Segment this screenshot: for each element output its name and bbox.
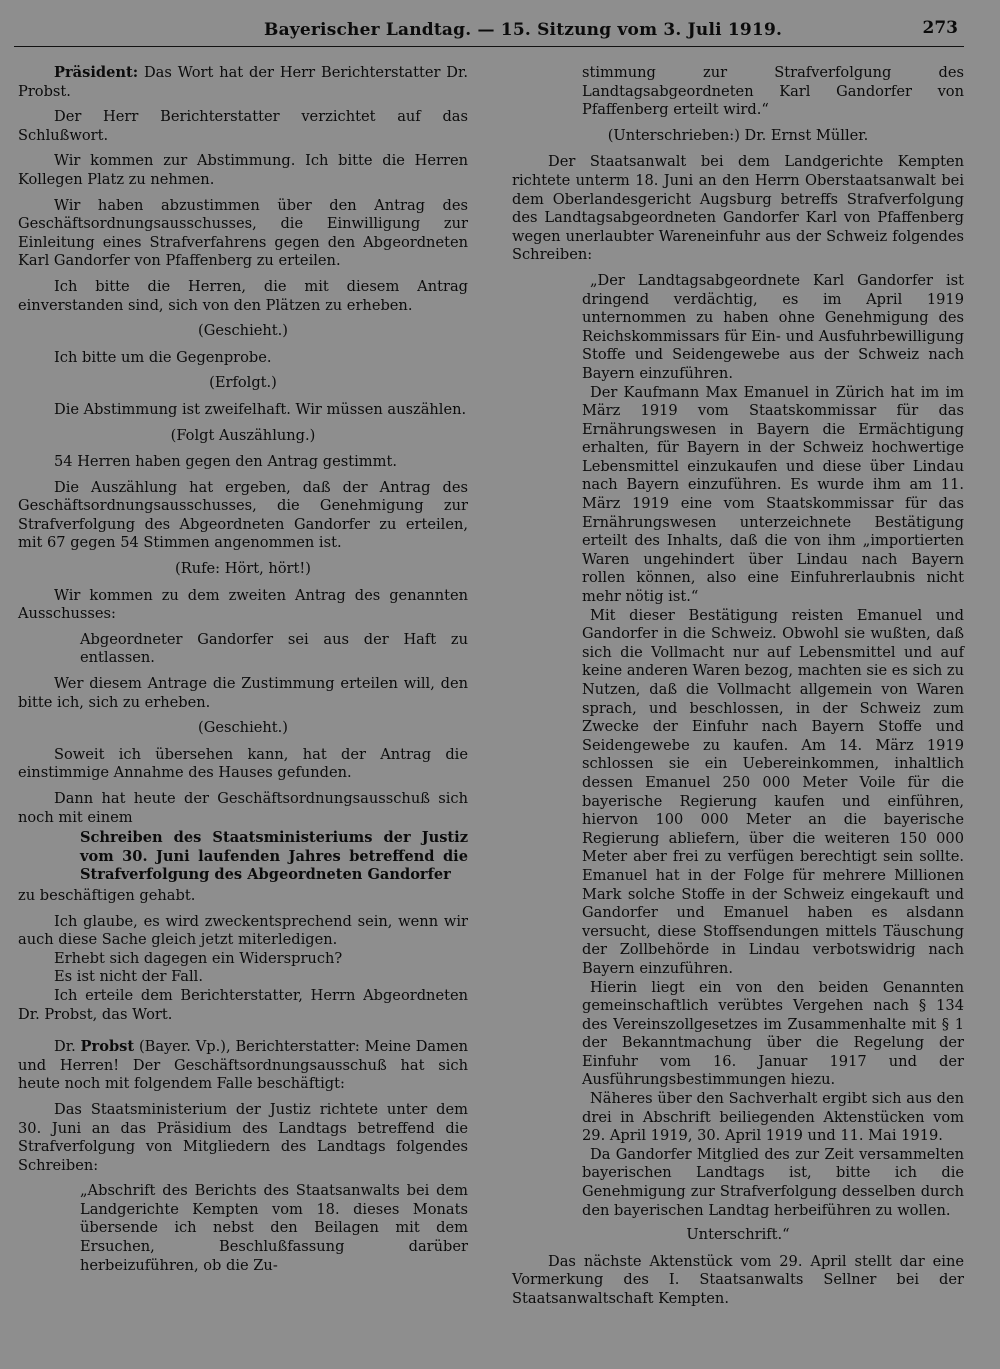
quoted-letter: stimmung zur Strafverfolgung des Landtagsabgeordneten Karl Gandorfer von Pfaffenberg erteilt wird.“	[582, 64, 964, 119]
paragraph: Dann hat heute der Geschäftsordnungsausschuß sich noch mit einem	[18, 790, 468, 826]
stage-direction: (Rufe: Hört, hört!)	[175, 560, 311, 578]
stage-direction: (Geschieht.)	[198, 719, 288, 737]
quoted-report: Hierin liegt ein von den beiden Genannten gemeinschaftlich verübtes Vergehen nach § 134 des Vereinszollgesetzes im Zusammenhalte mit § 1 der Bekanntmachung über die Regelung der Einfuhr vom 16. Januar 1917 und der Ausführungsbestimmungen hiezu.	[582, 978, 964, 1089]
paragraph: Wir kommen zur Abstimmung. Ich bitte die Herren Kollegen Platz zu nehmen.	[18, 152, 468, 188]
speaker-text: Das Wort hat der Herr Berichterstatter Dr. Probst.	[18, 64, 468, 100]
paragraph: Die Abstimmung ist zweifelhaft. Wir müssen auszählen.	[54, 400, 467, 418]
paragraph: Ich glaube, es wird zweckentsprechend sein, wenn wir auch diese Sache gleich jetzt miterledigen.	[18, 912, 468, 949]
paragraph: Das nächste Aktenstück vom 29. April stellt dar eine Vormerkung des I. Staatsanwalts Sellner bei der Staatsanwaltschaft Kempten.	[512, 1252, 964, 1307]
paragraph	[18, 64, 468, 101]
paragraph: Das Staatsministerium der Justiz richtete unter dem 30. Juni an das Präsidium des Landtags betreffend die Strafverfolgung von Mitgliedern des Landtags folgendes Schreiben:	[18, 1100, 468, 1174]
signature: (Unterschrieben:) Dr. Ernst Müller.	[607, 126, 869, 144]
paragraph: Die Auszählung hat ergeben, daß der Antrag des Geschäftsordnungsausschusses, die Genehmigung zur Strafverfolgung des Abgeordneten Gandorfer zu erteilen, mit 67 gegen 54 Stimmen angenommen ist.	[18, 478, 468, 552]
paragraph: Ich bitte um die Gegenprobe.	[54, 348, 272, 366]
paragraph: Es ist nicht der Fall.	[54, 968, 203, 986]
paragraph: Der Herr Berichterstatter verzichtet auf das Schlußwort.	[18, 108, 468, 144]
page-number: 273	[922, 18, 958, 38]
signature: Unterschrift.“	[686, 1226, 790, 1244]
stage-direction: (Folgt Auszählung.)	[170, 426, 316, 444]
paragraph: Erhebt sich dagegen ein Widerspruch?	[54, 949, 343, 967]
paragraph: Der Staatsanwalt bei dem Landgerichte Kempten richtete unterm 18. Juni an den Herrn Oberstaatsanwalt bei dem Oberlandesgericht Augsburg betreffs Strafverfolgung des Landtagsabgeordneten Gandorfer Karl von Pfaffenberg wegen unerlaubter Wareneinfuhr aus der Schweiz folgendes Schreiben:	[512, 153, 964, 264]
quoted-letter: „Abschrift des Berichts des Staatsanwalts bei dem Landgerichte Kempten vom 18. dieses Monats übersende ich nebst den Beilagen mit dem Ersuchen, Beschlußfassung darüber herbeizuführen, ob die Zu-	[80, 1182, 468, 1274]
speaker-text: (Bayer. Vp.), Berichterstatter: Meine Damen und Herren! Der Geschäftsordnungsausschuß hat sich heute noch mit folgendem Falle beschäftigt:	[18, 1038, 469, 1093]
quoted-report: „Der Landtagsabgeordnete Karl Gandorfer ist dringend verdächtig, es im April 1919 unternommen zu haben ohne Genehmigung des Reichskommissars für Ein- und Ausfuhrbewilligung Stoffe und Seidengewebe aus der Schweiz nach Bayern einzuführen.	[582, 271, 964, 382]
quoted-report: Näheres über den Sachverhalt ergibt sich aus den drei in Abschrift beiliegenden Aktenstücken vom 29. April 1919, 30. April 1919 und 11. Mai 1919.	[582, 1090, 964, 1145]
stage-direction: (Geschieht.)	[198, 322, 288, 340]
paragraph	[18, 1038, 468, 1094]
quoted-report: Da Gandorfer Mitglied des zur Zeit versammelten bayerischen Landtags ist, bitte ich die Genehmigung zur Strafverfolgung desselben durch den bayerischen Landtag herbeiführen zu wollen.	[582, 1145, 964, 1219]
paragraph: Wir haben abzustimmen über den Antrag des Geschäftsordnungsausschusses, die Einwilligung zur Einleitung eines Strafverfahrens gegen den Abgeordneten Karl Gandorfer von Pfaffenberg zu erteilen.	[18, 196, 468, 270]
header-title: Bayerischer Landtag. — 15. Sitzung vom 3. Juli 1919.	[264, 20, 783, 40]
quoted-report: Mit dieser Bestätigung reisten Emanuel und Gandorfer in die Schweiz. Obwohl sie wußten, daß sich die Vollmacht nur auf Lebensmittel und auf keine anderen Waren bezog, machten sie es sich zu Nutzen, daß die Vollmacht allgemein von Waren sprach, und beschlossen, in der Schweiz zum Zwecke der Einfuhr nach Bayern Stoffe und Seidengewebe zu kaufen. Am 14. März 1919 schlossen sie ein Uebereinkommen, inhaltlich dessen Emanuel 250 000 Meter Voile für die bayerische Regierung kaufen und einführen, hiervon 100 000 Meter an die bayerische Regierung abliefern, über die weiteren 150 000 Meter aber frei zu verfügen berechtigt sein sollte. Emanuel hat in der Folge für mehrere Millionen Mark solche Stoffe in der Schweiz eingekauft und Gandorfer und Emanuel haben es alsdann versucht, diese Stoffsendungen mittels Täuschung der Zollbehörde in Lindau verbotswidrig nach Bayern einzuführen.	[582, 606, 965, 977]
paragraph: Ich erteile dem Berichterstatter, Herrn Abgeordneten Dr. Probst, das Wort.	[18, 986, 468, 1023]
left-column	[18, 64, 468, 1282]
speaker-title: Dr.	[54, 1038, 76, 1056]
speaker-name: Präsident:	[54, 64, 139, 81]
speaker-name: Probst	[80, 1038, 135, 1056]
paragraph: zu beschäftigen gehabt.	[18, 886, 196, 904]
paragraph: Ich bitte die Herren, die mit diesem Antrag einverstanden sind, sich von den Plätzen zu erheben.	[18, 277, 468, 314]
paragraph: Soweit ich übersehen kann, hat der Antrag die einstimmige Annahme des Hauses gefunden.	[18, 745, 468, 782]
motion-text: Abgeordneter Gandorfer sei aus der Haft zu entlassen.	[80, 630, 468, 667]
paragraph: Wer diesem Antrage die Zustimmung erteilen will, den bitte ich, sich zu erheben.	[18, 675, 468, 711]
paragraph: 54 Herren haben gegen den Antrag gestimmt.	[54, 453, 397, 471]
agenda-heading: Schreiben des Staatsministeriums der Justiz vom 30. Juni laufenden Jahres betreffend die Strafverfolgung des Abgeordneten Gandorfer	[80, 829, 468, 884]
right-column	[512, 64, 964, 1316]
paragraph: Wir kommen zu dem zweiten Antrag des genannten Ausschusses:	[18, 586, 468, 623]
quoted-report: Der Kaufmann Max Emanuel in Zürich hat im im März 1919 vom Staatskommissar für das Ernährungswesen in Bayern die Ermächtigung erhalten, für Bayern in der Schweiz hochwertige Lebensmittel einzukaufen und diese über Lindau nach Bayern einzuführen. Es wurde ihm am 11. März 1919 eine vom Staatskommissar für das Ernährungswesen unterzeichnete Bestätigung erteilt des Inhalts, daß die von ihm „importierten Waren ungehindert über Lindau nach Bayern rollen können, also eine Einfuhrerlaubnis nicht mehr nötig ist.“	[582, 383, 964, 606]
page-header	[14, 16, 964, 47]
stage-direction: (Erfolgt.)	[209, 374, 277, 392]
